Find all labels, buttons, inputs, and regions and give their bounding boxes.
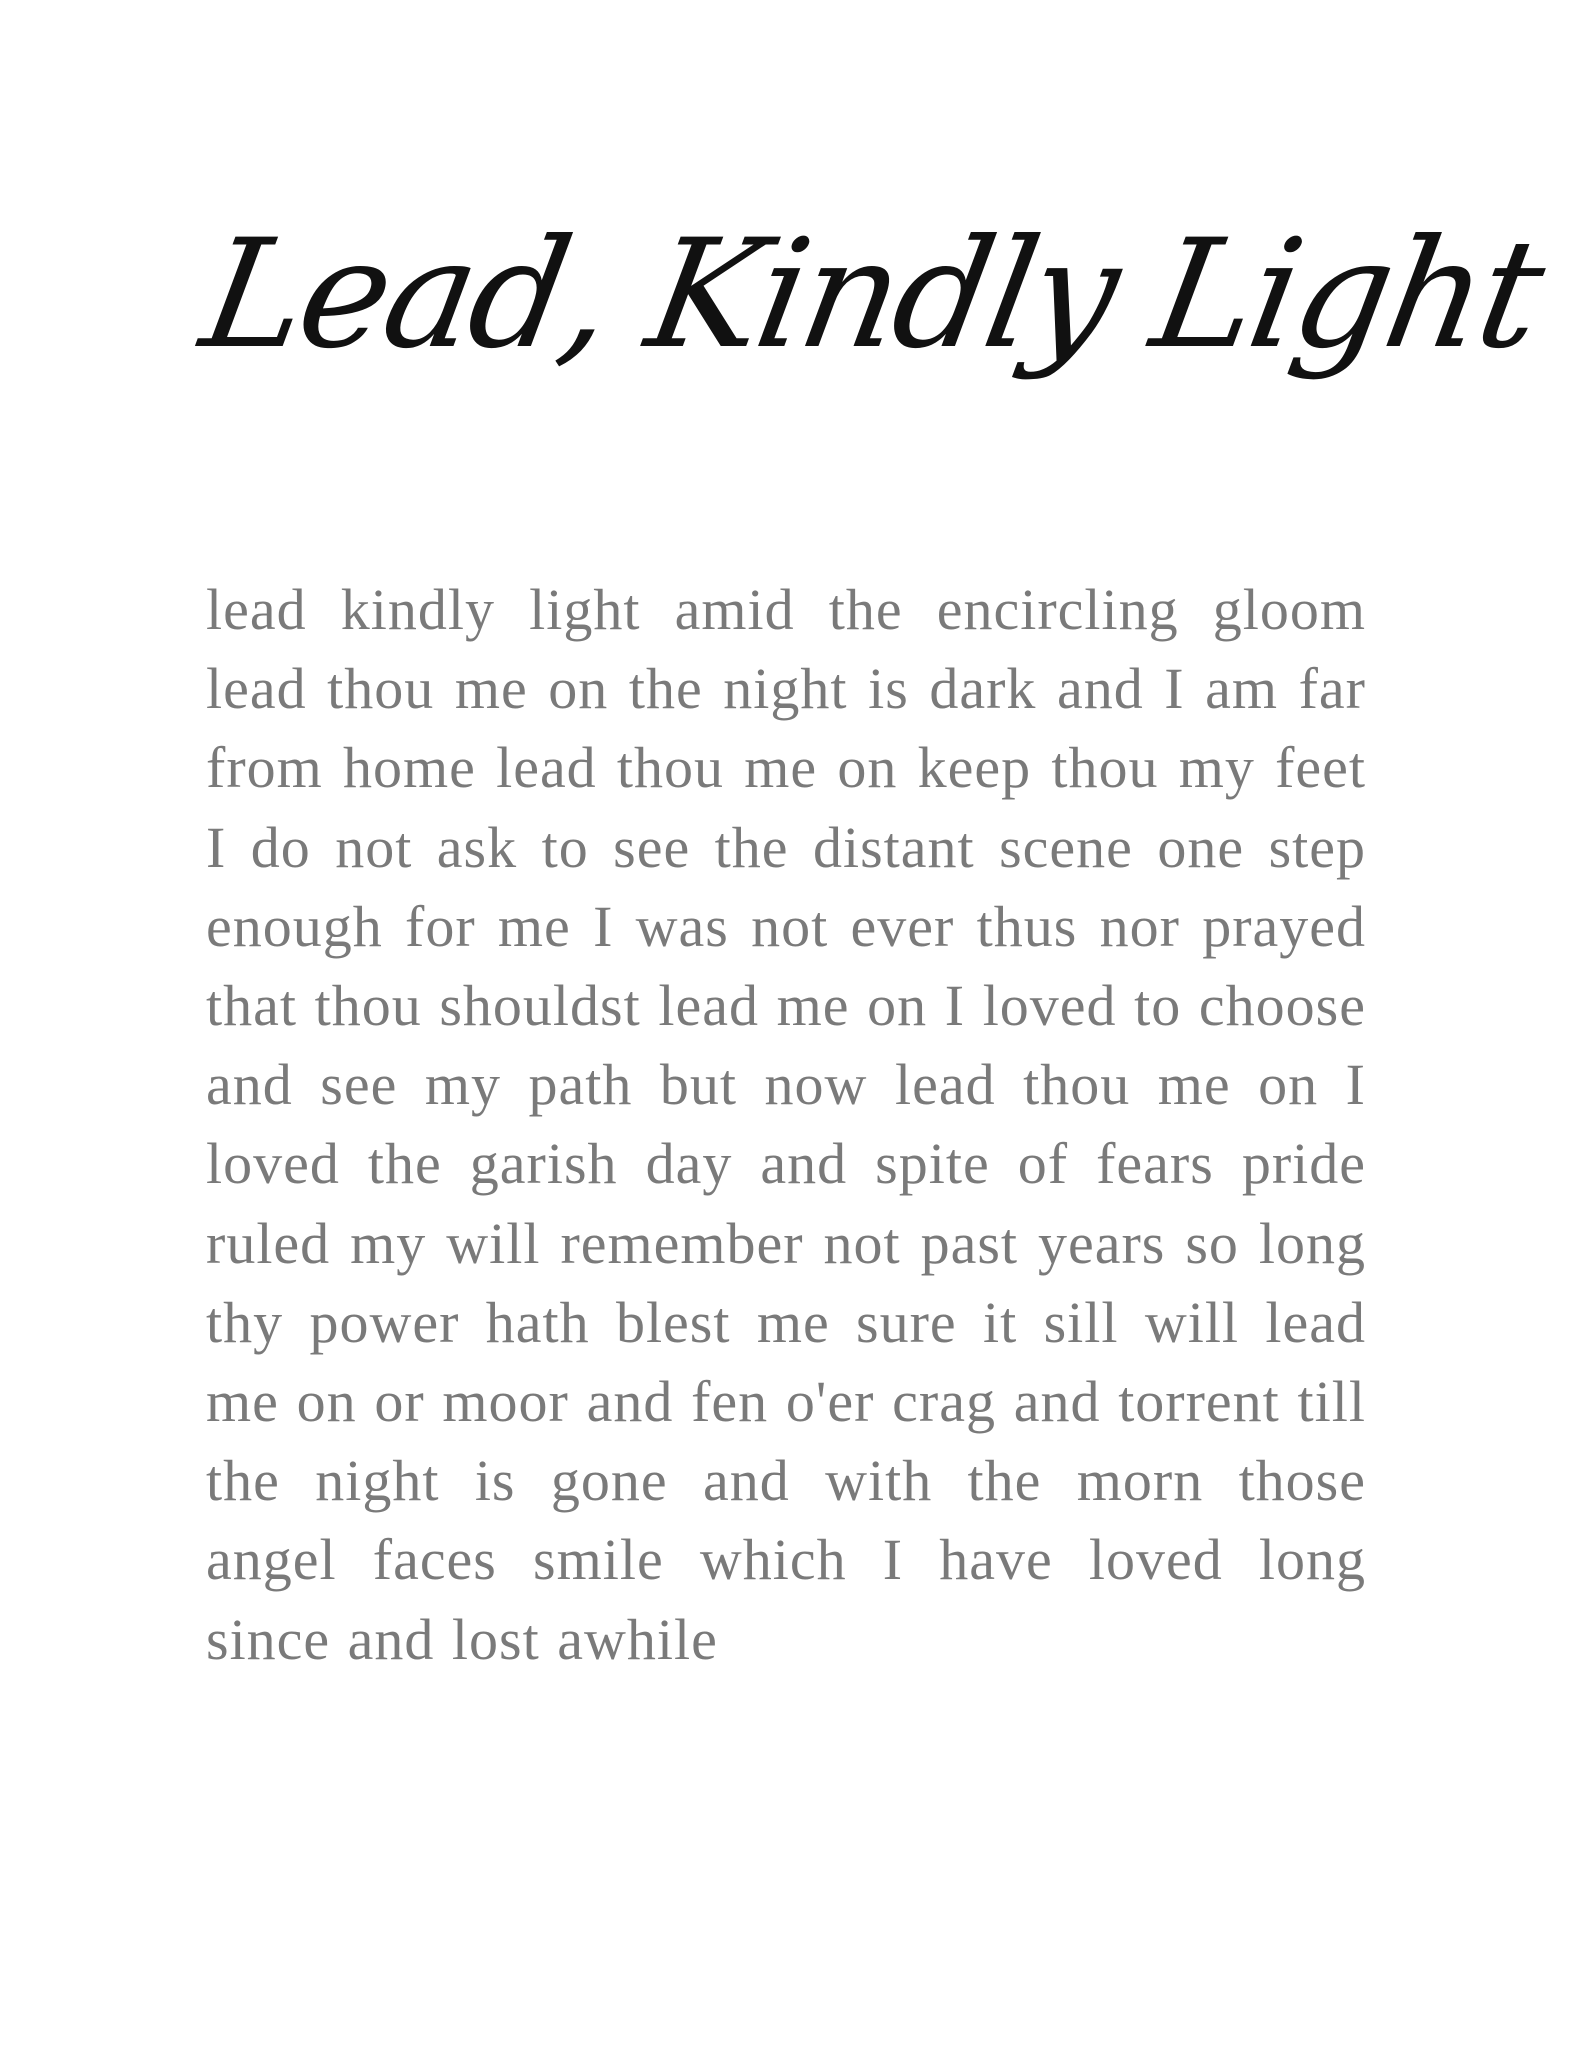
page-title: Lead, Kindly Light: [190, 208, 1553, 382]
hymn-text: lead kindly light amid the encircling gloom lead thou me on the night is dark and I am far from home lead thou me on keep thou my feet I do not ask to see the distant scene one step enough for me I was not ever thus nor prayed that thou shouldst lead me on I loved to choose and see my path but now lead thou me on I loved the garish day and spite of fears pride ruled my will remember not past years so long thy power hath blest me sure it sill will lead me on or moor and fen o'er crag and torrent till the night is gone and with the morn those angel faces smile which I have loved long since and lost awhile: [206, 577, 1366, 1672]
